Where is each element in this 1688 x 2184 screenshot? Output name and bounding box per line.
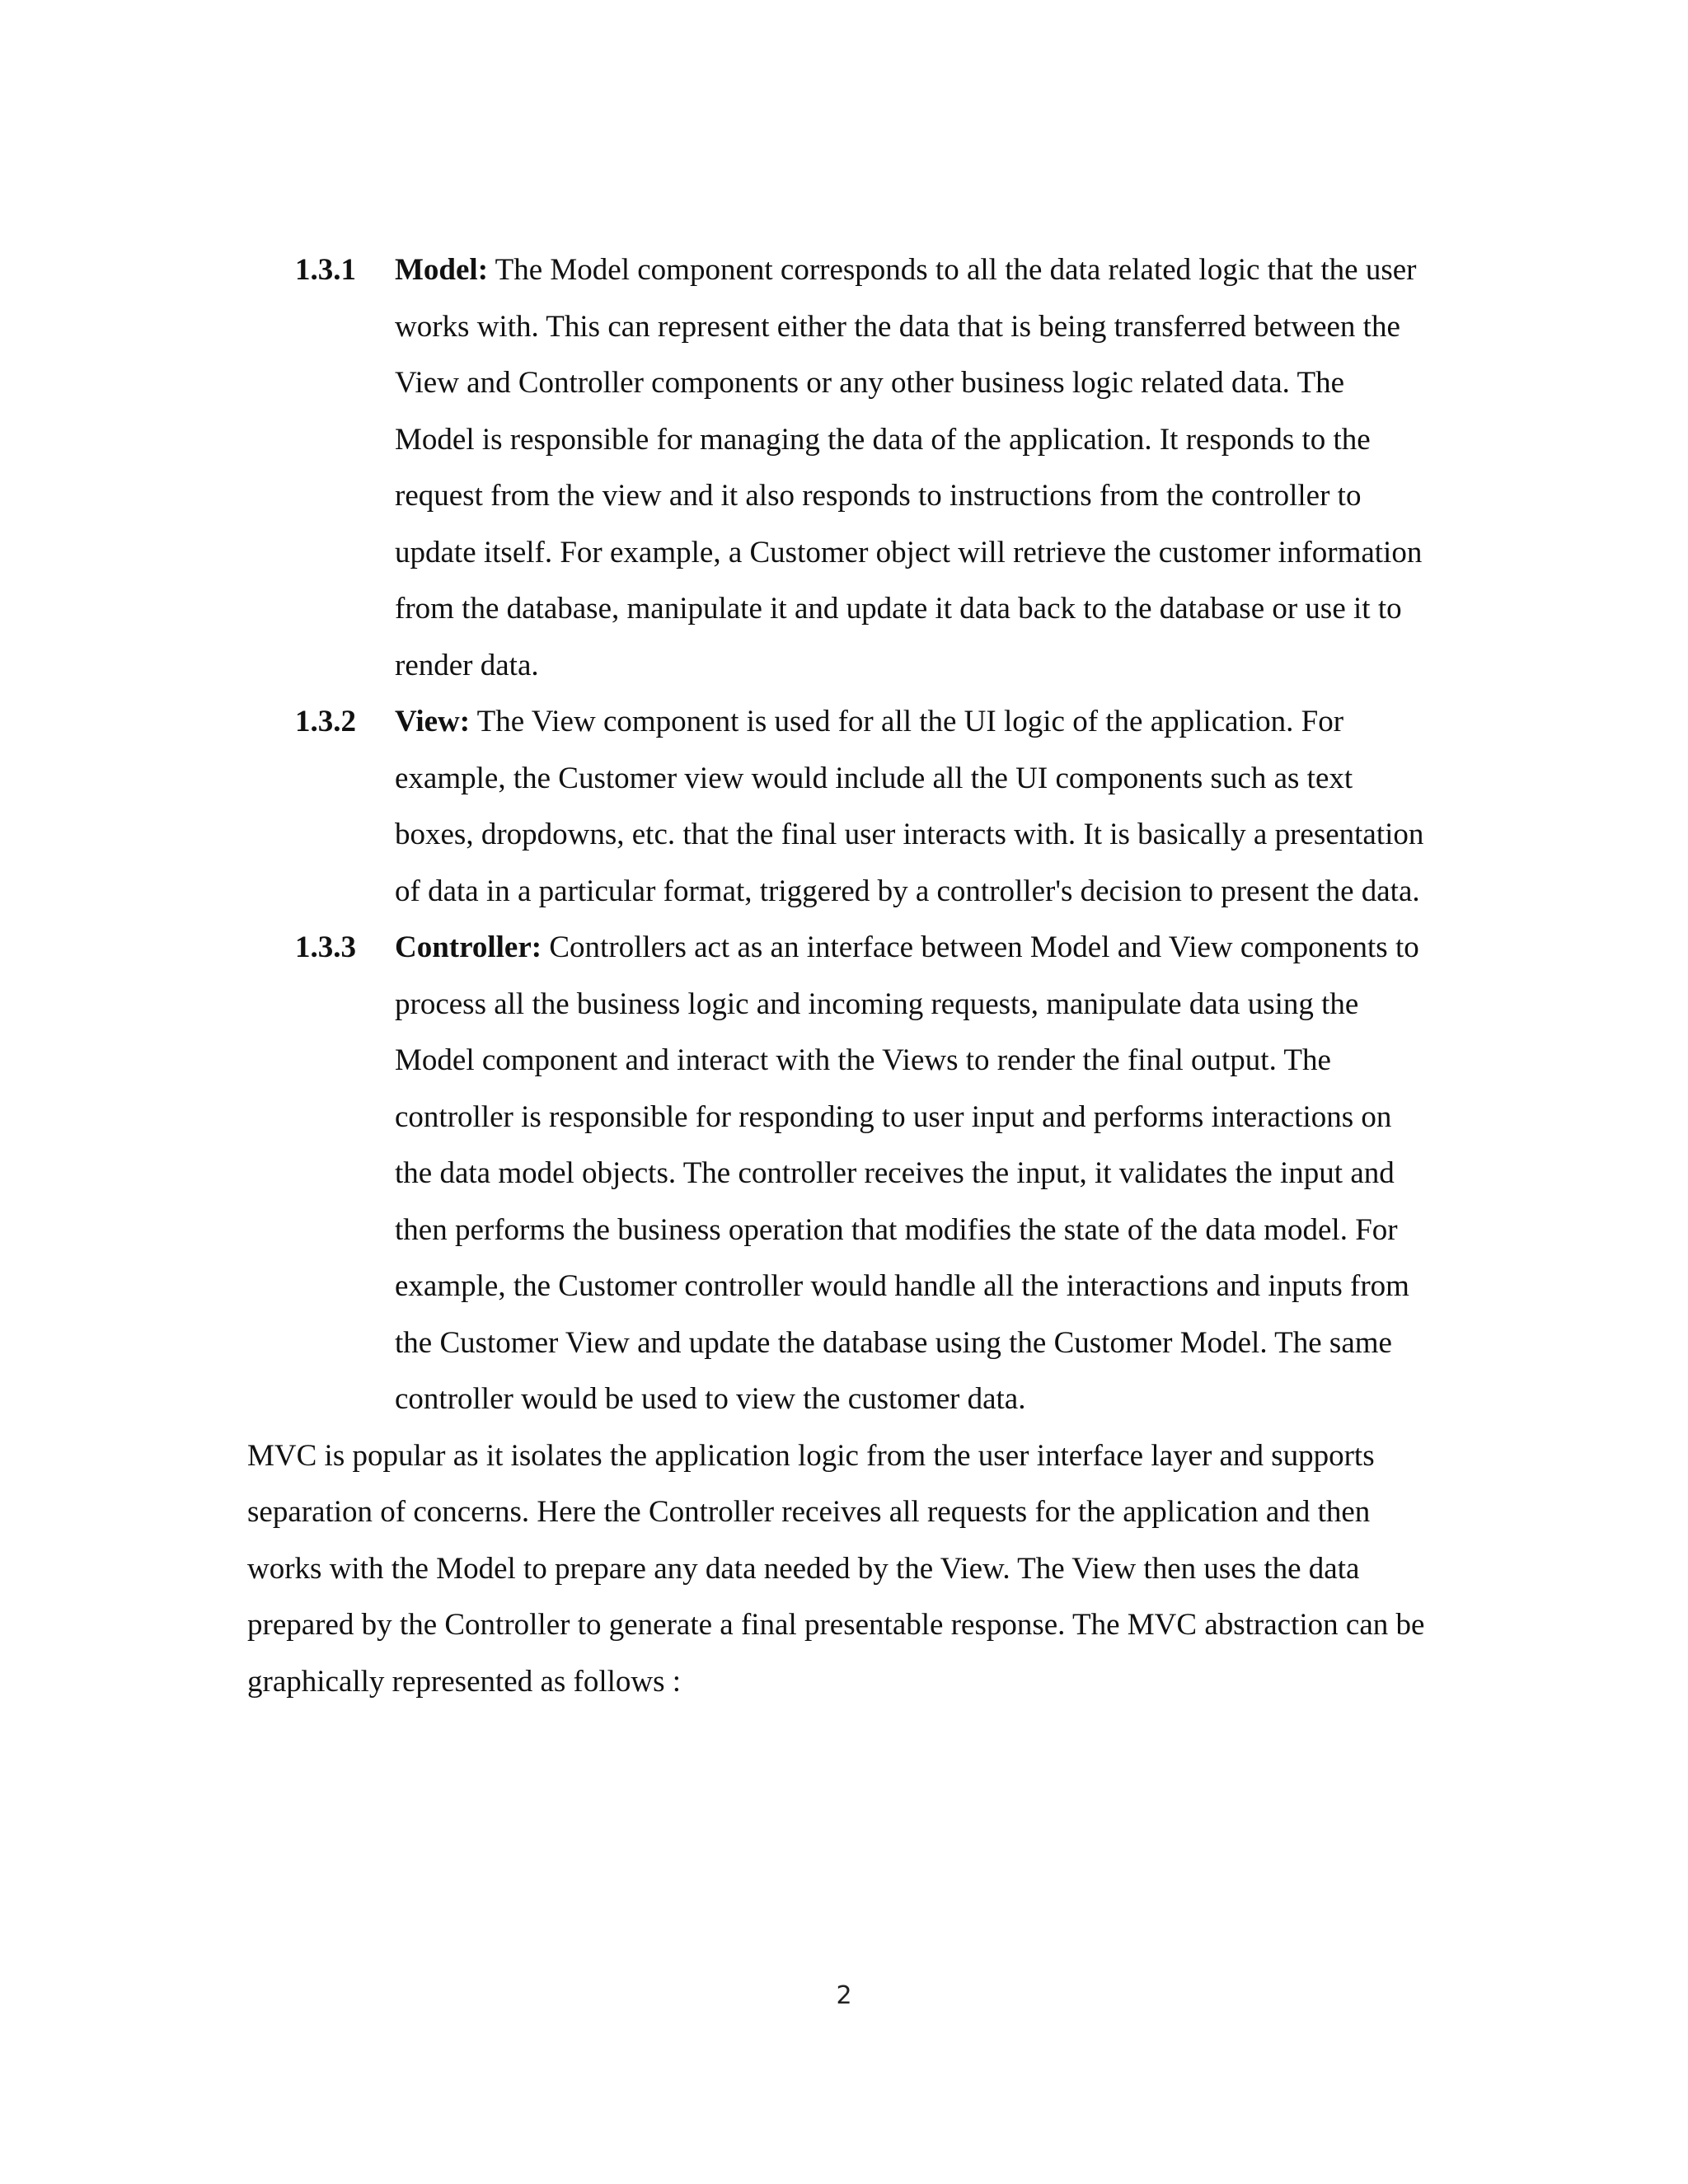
page-content (247, 242, 1426, 1710)
section-number: 1.3.3 (295, 930, 356, 964)
section-text: Controllers act as an interface between Model and View components to process all the business logic and incoming requests, manipulate data using the Model component and interact with the Views to render the final output. The controller is responsible for responding to user input and performs interactions on the data model objects. The controller receives the input, it validates the input and then performs the business operation that modifies the state of the data model. For example, the Customer controller would handle all the interactions and inputs from the Customer View and update the database using the Customer Model. The same controller would be used to view the customer data. (395, 930, 1419, 1416)
closing-paragraph: MVC is popular as it isolates the application logic from the user interface layer and supports separation of concerns. Here the Controller receives all requests for the application and then works with the Model to prepare any data needed by the View. The View then uses the data prepared by the Controller to generate a final presentable response. The MVC abstraction can be graphically represented as follows : (247, 1438, 1425, 1699)
section-text: The Model component corresponds to all the data related logic that the user works with. This can represent either the data that is being transferred between the View and Controller components or any other business logic related data. The Model is responsible for managing the data of the application. It responds to the request from the view and it also responds to instructions from the controller to update itself. For example, a Customer object will retrieve the customer information from the database, manipulate it and update it data back to the database or use it to render data. (395, 253, 1423, 682)
page-number: 2 (836, 1981, 852, 2010)
section-view (247, 694, 1426, 920)
section-text: The View component is used for all the UI logic of the application. For example, the Customer view would include all the UI components such as text boxes, dropdowns, etc. that the final user interacts with. It is basically a presentation of data in a particular format, triggered by a controller's decision to present the data. (395, 705, 1424, 908)
section-number: 1.3.1 (295, 253, 356, 287)
section-model (247, 242, 1426, 694)
section-term: Model: (395, 253, 489, 287)
section-controller (247, 920, 1426, 1428)
section-number: 1.3.2 (295, 705, 356, 738)
section-term: Controller: (395, 930, 542, 964)
section-term: View: (395, 705, 471, 738)
